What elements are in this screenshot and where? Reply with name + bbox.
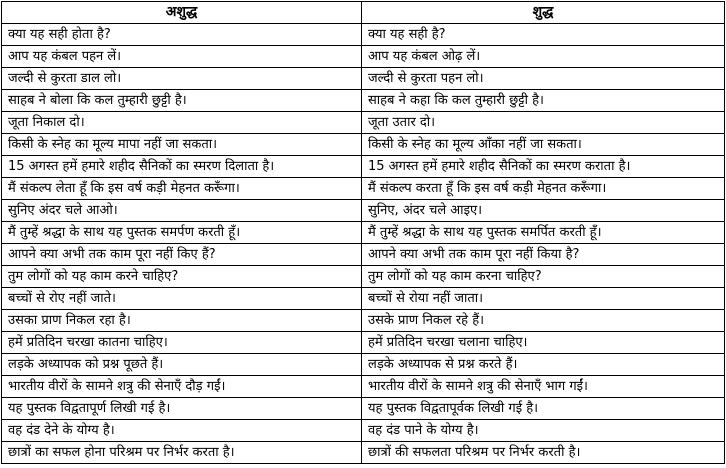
incorrect-sentence-cell: तुम लोगों को यह काम करने चाहिए? (2, 266, 362, 288)
correction-table (1, 1, 725, 464)
correct-sentence-cell: लड़के अध्यापक से प्रश्न करते हैं। (362, 354, 725, 376)
table-row (2, 376, 725, 398)
correct-sentence-cell: बच्चों से रोया नहीं जाता। (362, 288, 725, 310)
table-row (2, 178, 725, 200)
correct-sentence-cell: तुम लोगों को यह काम करना चाहिए? (362, 266, 725, 288)
incorrect-sentence-cell: भारतीय वीरों के सामने शत्रु की सेनाएँ दौड़ गईं। (2, 376, 362, 398)
incorrect-sentence-cell: साहब ने बोला कि कल तुम्हारी छुट्टी है। (2, 90, 362, 112)
table-row (2, 200, 725, 222)
incorrect-sentence-cell: यह पुस्तक विद्वतापूर्ण लिखी गई है। (2, 398, 362, 420)
incorrect-sentence-cell: आप यह कंबल पहन लें। (2, 46, 362, 68)
table-row (2, 46, 725, 68)
correct-sentence-cell: यह पुस्तक विद्वतापूर्वक लिखी गई है। (362, 398, 725, 420)
correct-sentence-cell: भारतीय वीरों के सामने शत्रु की सेनाएँ भाग गईं। (362, 376, 725, 398)
header-incorrect: अशुद्ध (2, 2, 362, 24)
table-row (2, 24, 725, 46)
incorrect-sentence-cell: मैं तुम्हें श्रद्धा के साथ यह पुस्तक समर्पण करती हूँ। (2, 222, 362, 244)
table-row (2, 112, 725, 134)
incorrect-sentence-cell: छात्रों का सफल होना परिश्रम पर निर्भर करता है। (2, 442, 362, 464)
incorrect-sentence-cell: जल्दी से कुरता डाल लो। (2, 68, 362, 90)
incorrect-sentence-cell: लड़के अध्यापक को प्रश्न पूछते हैं। (2, 354, 362, 376)
table-row (2, 134, 725, 156)
incorrect-sentence-cell: जूता निकाल दो। (2, 112, 362, 134)
header-correct: शुद्ध (362, 2, 725, 24)
table-row (2, 244, 725, 266)
table-row (2, 420, 725, 442)
table-row (2, 156, 725, 178)
incorrect-sentence-cell: हमें प्रतिदिन चरखा कातना चाहिए। (2, 332, 362, 354)
correct-sentence-cell: क्या यह सही है? (362, 24, 725, 46)
correct-sentence-cell: उसके प्राण निकल रहे हैं। (362, 310, 725, 332)
incorrect-sentence-cell: क्या यह सही होता है? (2, 24, 362, 46)
correct-sentence-cell: जूता उतार दो। (362, 112, 725, 134)
header-row (2, 2, 725, 24)
correct-sentence-cell: साहब ने कहा कि कल तुम्हारी छुट्टी है। (362, 90, 725, 112)
correct-sentence-cell: जल्दी से कुरता पहन लो। (362, 68, 725, 90)
incorrect-sentence-cell: 15 अगस्त हमें हमारे शहीद सैनिकों का स्मरण दिलाता है। (2, 156, 362, 178)
incorrect-sentence-cell: वह दंड देने के योग्य है। (2, 420, 362, 442)
correct-sentence-cell: छात्रों की सफलता परिश्रम पर निर्भर करती है। (362, 442, 725, 464)
table-row (2, 90, 725, 112)
table-row (2, 332, 725, 354)
correct-sentence-cell: वह दंड पाने के योग्य है। (362, 420, 725, 442)
table-row (2, 288, 725, 310)
incorrect-sentence-cell: बच्चों से रोए नहीं जाते। (2, 288, 362, 310)
incorrect-sentence-cell: सुनिए अंदर चले आओ। (2, 200, 362, 222)
correct-sentence-cell: हमें प्रतिदिन चरखा चलाना चाहिए। (362, 332, 725, 354)
incorrect-sentence-cell: उसका प्राण निकल रहा है। (2, 310, 362, 332)
incorrect-sentence-cell: किसी के स्नेह का मूल्य मापा नहीं जा सकता। (2, 134, 362, 156)
table-row (2, 442, 725, 464)
table-row (2, 310, 725, 332)
incorrect-sentence-cell: आपने क्या अभी तक काम पूरा नहीं किए हैं? (2, 244, 362, 266)
table-row (2, 266, 725, 288)
correct-sentence-cell: 15 अगस्त हमें हमारे शहीद सैनिकों का स्मरण कराता है। (362, 156, 725, 178)
correct-sentence-cell: सुनिए, अंदर चले आइए। (362, 200, 725, 222)
incorrect-sentence-cell: मैं संकल्प लेता हूँ कि इस वर्ष कड़ी मेहनत करूँगा। (2, 178, 362, 200)
correct-sentence-cell: मैं तुम्हें श्रद्धा के साथ यह पुस्तक समर्पित करती हूँ। (362, 222, 725, 244)
table-row (2, 398, 725, 420)
correct-sentence-cell: मैं संकल्प करता हूँ कि इस वर्ष कड़ी मेहनत करूँगा। (362, 178, 725, 200)
correct-sentence-cell: आप यह कंबल ओढ़ लें। (362, 46, 725, 68)
table-row (2, 222, 725, 244)
table-row (2, 68, 725, 90)
correct-sentence-cell: आपने क्या अभी तक काम पूरा नहीं किया है? (362, 244, 725, 266)
table-row (2, 354, 725, 376)
correct-sentence-cell: किसी के स्नेह का मूल्य आँका नहीं जा सकता। (362, 134, 725, 156)
